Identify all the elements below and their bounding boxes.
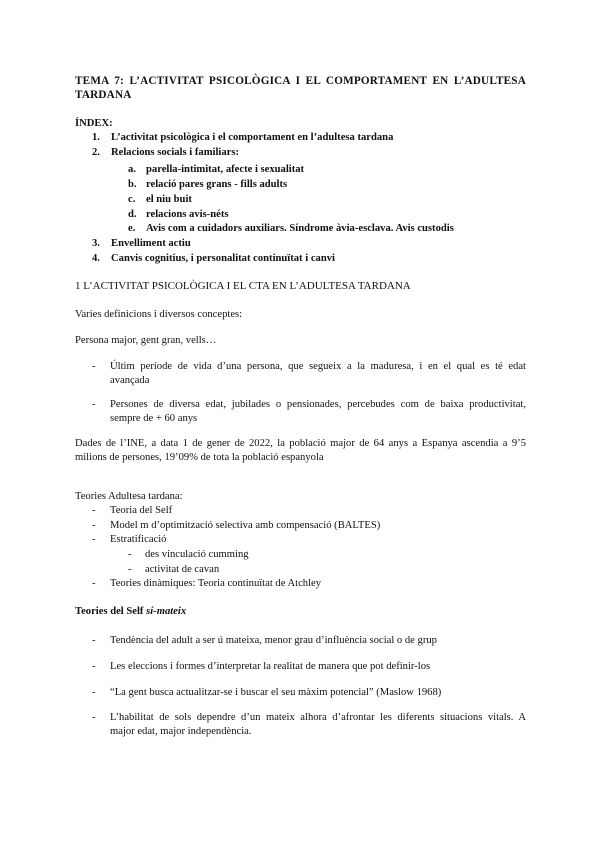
index-subitem-letter: b.	[128, 179, 137, 190]
self-bullet-text: “La gent busca actualitzar-se i buscar el seu màxim potencial” (Maslow 1968)	[110, 687, 442, 698]
paragraph: Varies definicions i diversos conceptes:	[75, 309, 243, 320]
index-subitem-text: el niu buit	[146, 194, 192, 205]
bullet-dash: -	[92, 635, 96, 646]
index-item-text: L’activitat psicològica i el comportament en l’adultesa tardana	[111, 132, 394, 143]
bullet-dash: -	[92, 687, 96, 698]
theory-text: Estratificació	[110, 534, 167, 545]
bullet-text-line: Últim període de vida d’una persona, que segueix a la maduresa, i en el qual es té edat	[110, 361, 526, 372]
bullet-text-line: avançada	[110, 375, 150, 386]
theory-text: Teories dinàmiques: Teoria continuïtat de Atchley	[110, 578, 322, 589]
index-item-number: 3.	[92, 238, 100, 249]
bullet-dash: -	[92, 520, 96, 531]
index-subitem-letter: a.	[128, 164, 136, 175]
self-heading-italic: sí-mateix	[146, 606, 187, 617]
self-heading-main: Teories del Self	[75, 606, 147, 617]
self-bullet-text-line: L’habilitat de sols dependre d’un mateix alhora d’afrontar les diferents situacions vitals. A	[110, 712, 526, 723]
index-item-number: 1.	[92, 132, 100, 143]
index-item-text: Relacions socials i familiars:	[111, 147, 239, 158]
bullet-text-line: Persones de diversa edat, jubilades o pensionades, percebudes com de baixa productivitat,	[110, 399, 526, 410]
theory-text: Teoria del Self	[110, 505, 173, 516]
bullet-dash: -	[92, 534, 96, 545]
section-heading: 1 L’ACTIVITAT PSICOLÒGICA I EL CTA EN L’ADULTESA TARDANA	[75, 280, 411, 292]
bullet-dash: -	[92, 578, 96, 589]
index-subitem-letter: d.	[128, 209, 137, 220]
index-subitem-text: relacions avis-néts	[146, 209, 229, 220]
bullet-dash: -	[92, 661, 96, 672]
self-bullet-text: Les eleccions i formes d’interpretar la realitat de manera que pot definir-los	[110, 661, 431, 672]
ine-paragraph-line: Dades de l’INE, a data 1 de gener de 2022, la població major de 64 anys a Espanya ascendia a 9’5	[75, 438, 526, 449]
ine-paragraph-line: milions de persones, 19’09% de tota la població espanyola	[75, 452, 324, 463]
theory-subtext: des vinculació cumming	[145, 549, 249, 560]
index-item-number: 4.	[92, 253, 100, 264]
self-heading	[75, 605, 186, 618]
bullet-dash: -	[92, 505, 96, 516]
theory-text: Model m d’optimització selectiva amb compensació (BALTES)	[110, 520, 381, 531]
index-subitem-text: parella-intimitat, afecte i sexualitat	[146, 164, 305, 175]
theory-subtext: activitat de cavan	[145, 564, 220, 575]
document-title-line-1: TEMA 7: L’ACTIVITAT PSICOLÒGICA I EL COMPORTAMENT EN L’ADULTESA	[75, 75, 526, 87]
bullet-text-line: sempre de + 60 anys	[110, 413, 198, 424]
bullet-dash: -	[128, 549, 132, 560]
index-subitem-letter: c.	[128, 194, 136, 205]
index-subitem-text: relació pares grans - fills adults	[146, 179, 288, 190]
document-title-line-2: TARDANA	[75, 89, 132, 101]
index-subitem-letter: e.	[128, 223, 136, 234]
bullet-dash: -	[92, 712, 96, 723]
index-item-number: 2.	[92, 147, 100, 158]
index-item-text: Envelliment actiu	[111, 238, 191, 249]
paragraph: Persona major, gent gran, vells…	[75, 335, 217, 346]
index-subitem-text: Avis com a cuidadors auxiliars. Síndrome àvia-esclava. Avis custodis	[146, 223, 454, 234]
bullet-dash: -	[92, 361, 96, 372]
self-bullet-text: Tendència del adult a ser ú mateixa, menor grau d’influència social o de grup	[110, 635, 437, 646]
index-heading: ÍNDEX:	[75, 118, 113, 129]
self-bullet-text-line: major edat, major independència.	[110, 726, 252, 737]
index-item-text: Canvis cognitius, i personalitat continuïtat i canvi	[111, 253, 335, 264]
bullet-dash: -	[92, 399, 96, 410]
theories-heading: Teories Adultesa tardana:	[75, 491, 183, 502]
bullet-dash: -	[128, 564, 132, 575]
